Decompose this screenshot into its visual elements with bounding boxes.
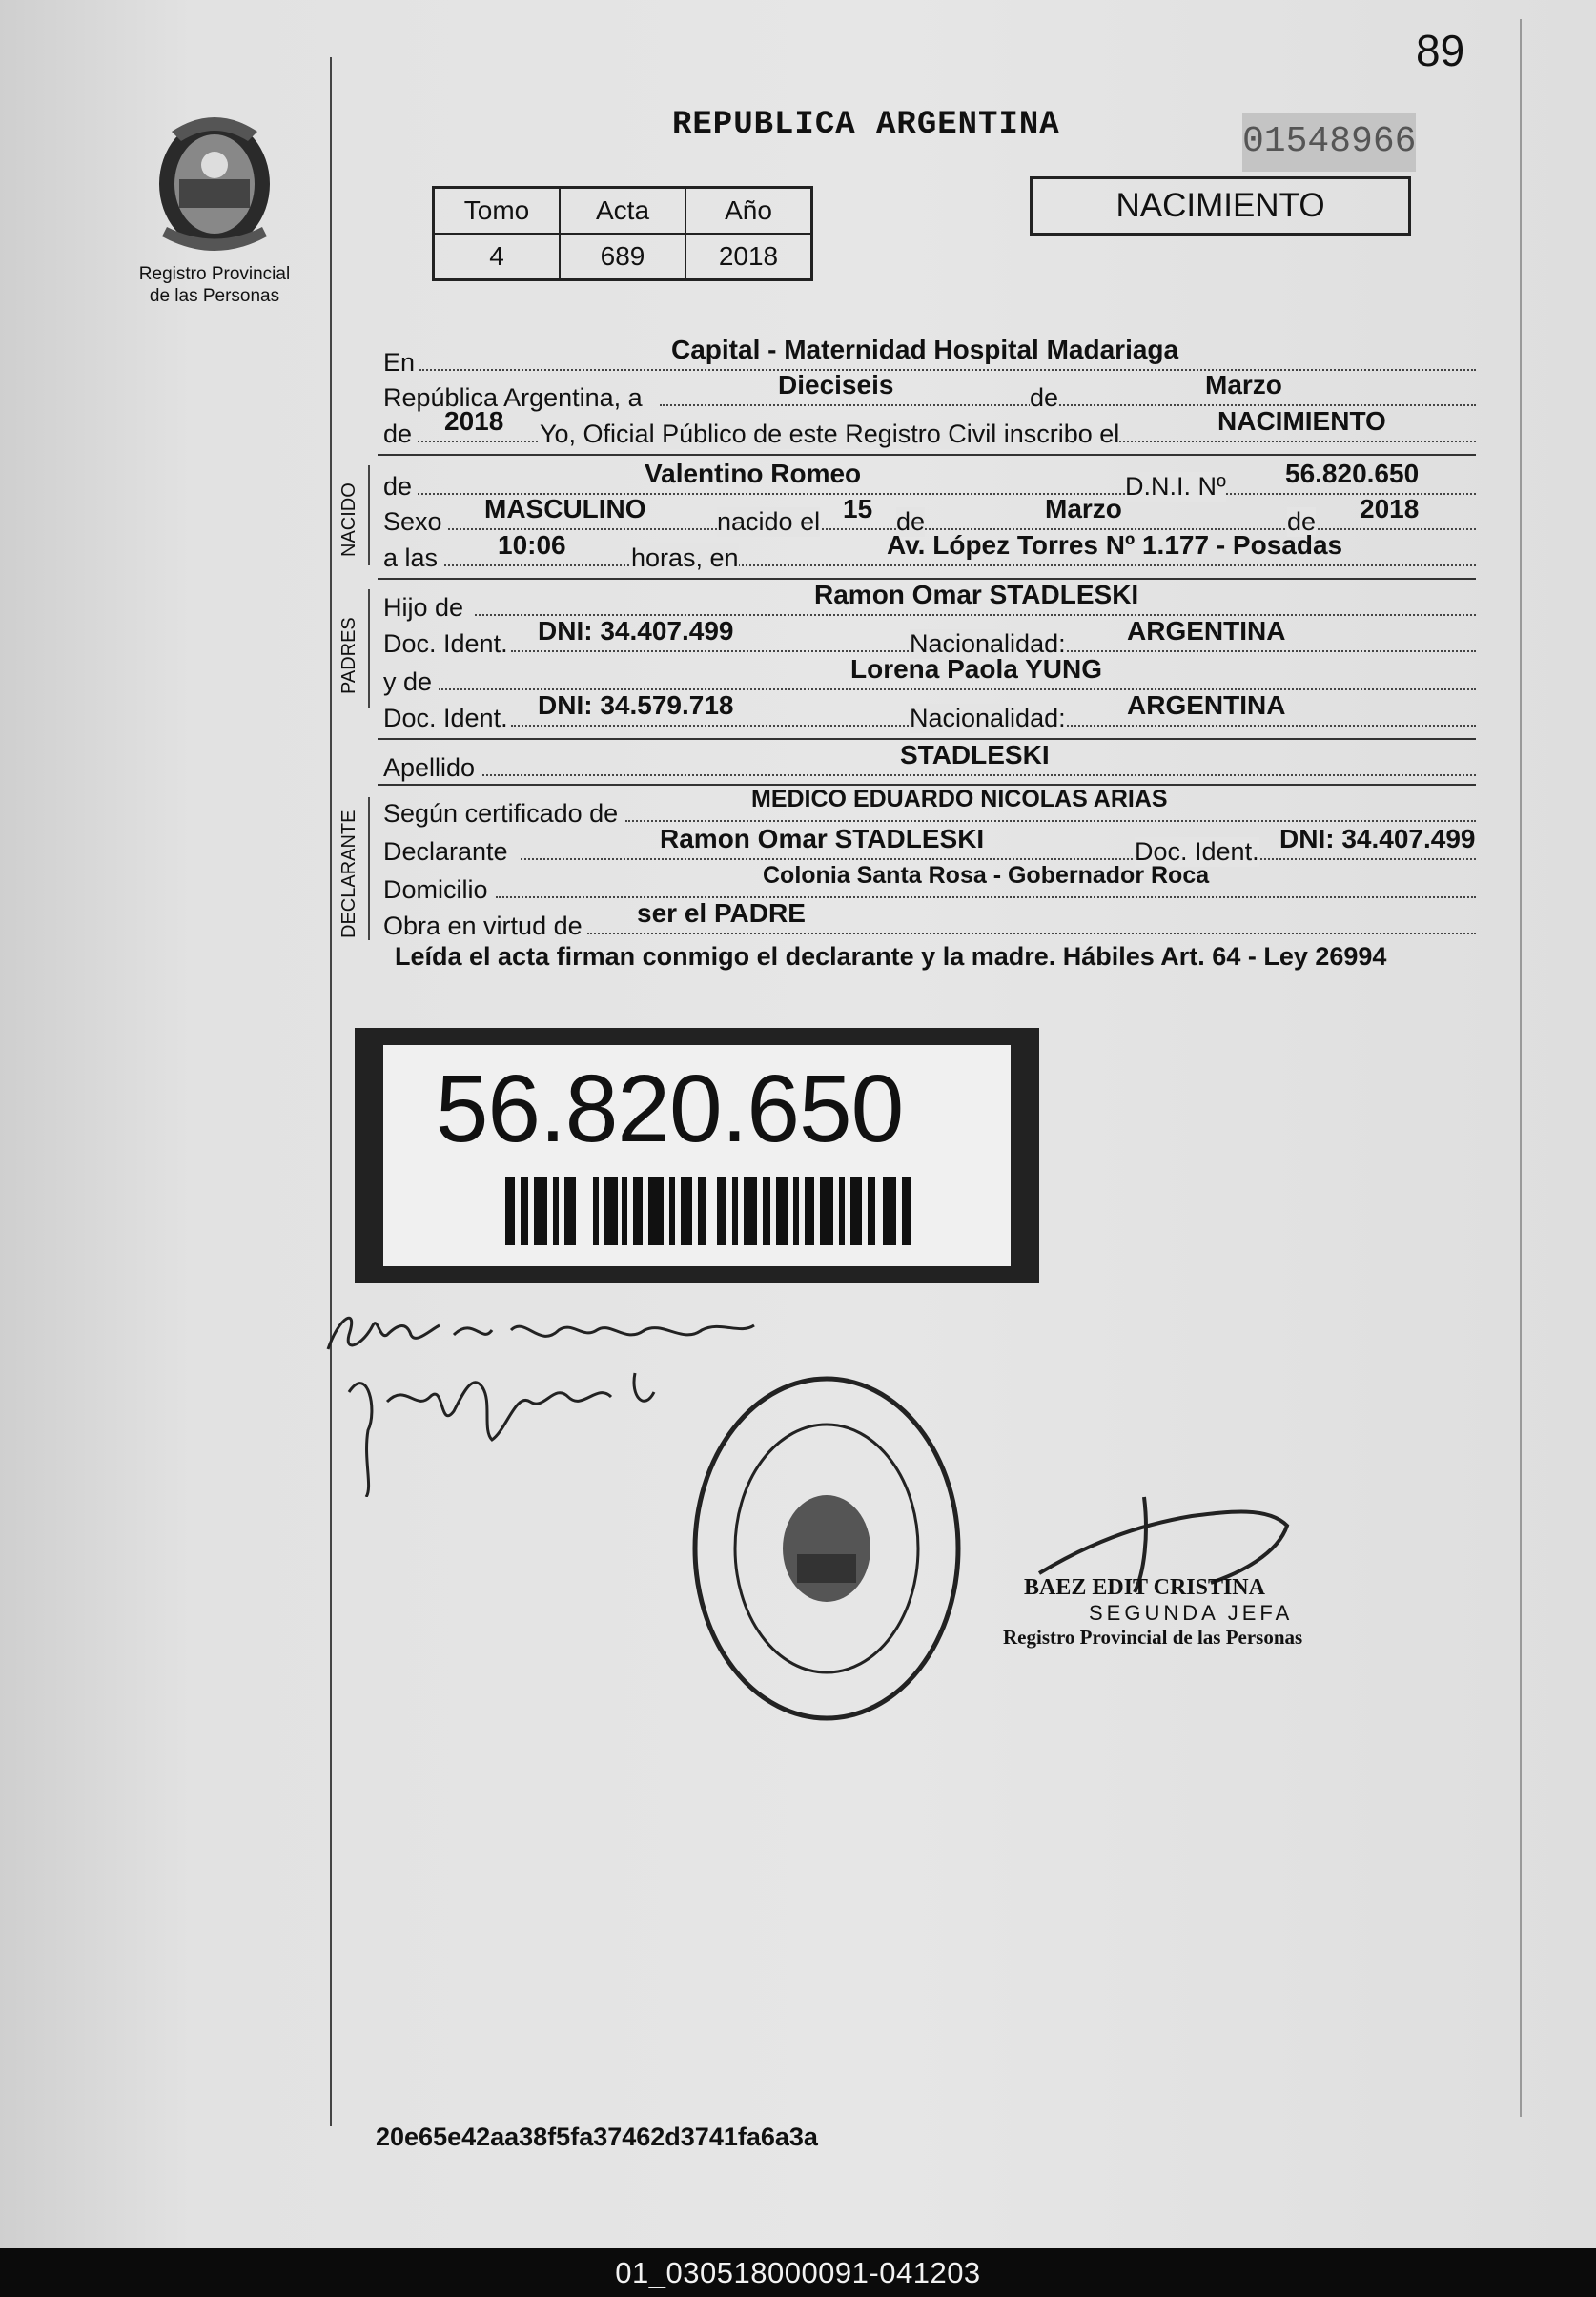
birth-time-value: 10:06 xyxy=(498,530,566,560)
signature-mother-icon xyxy=(339,1354,664,1497)
mother-nationality-value: ARGENTINA xyxy=(1127,690,1286,720)
label-nacionalidad-mother: Nacionalidad: xyxy=(910,704,1066,732)
father-nationality-value: ARGENTINA xyxy=(1127,616,1286,646)
day-value: Dieciseis xyxy=(778,370,894,400)
label-doc-ident-father: Doc. Ident. xyxy=(383,629,508,658)
section-declarante-label: DECLARANTE xyxy=(338,810,359,938)
birth-place-value: Av. López Torres Nº 1.177 - Posadas xyxy=(887,530,1343,560)
label-declarante: Declarante xyxy=(383,837,508,866)
father-name-value: Ramon Omar STADLESKI xyxy=(814,580,1139,609)
dni-sticker-number: 56.820.650 xyxy=(435,1056,904,1162)
label-de-nacido: de xyxy=(383,472,413,501)
label-en: En xyxy=(383,348,416,377)
footer-id: 01_030518000091-041203 xyxy=(0,2248,1596,2297)
serial-number: 01548966 xyxy=(1242,113,1416,172)
header-tomo: Tomo xyxy=(434,188,561,235)
signer-office: Registro Provincial de las Personas xyxy=(1003,1626,1303,1649)
place-value: Capital - Maternidad Hospital Madariaga xyxy=(671,335,1179,364)
sex-value: MASCULINO xyxy=(484,494,646,523)
label-de-birth-year: de xyxy=(1287,507,1317,536)
value-acta: 689 xyxy=(560,234,685,280)
birth-year-value: 2018 xyxy=(1360,494,1420,523)
label-a-las: a las xyxy=(383,543,439,572)
dni-sticker xyxy=(355,1028,1039,1283)
official-stamp-icon xyxy=(688,1373,965,1724)
registry-label xyxy=(114,263,315,307)
divider-intro xyxy=(378,454,1476,456)
child-name-value: Valentino Romeo xyxy=(645,459,862,488)
value-tomo: 4 xyxy=(434,234,561,280)
label-apellido: Apellido xyxy=(383,753,476,782)
label-obra: Obra en virtud de xyxy=(383,912,583,940)
registry-label-line1: Registro Provincial xyxy=(138,264,291,284)
label-certificado: Según certificado de xyxy=(383,799,619,828)
registry-label-line2: de las Personas xyxy=(149,286,280,306)
apellido-value: STADLESKI xyxy=(900,740,1050,769)
label-y-de: y de xyxy=(383,667,433,696)
label-nacionalidad-father: Nacionalidad: xyxy=(910,629,1066,658)
year-value: 2018 xyxy=(444,406,504,436)
value-ano: 2018 xyxy=(685,234,812,280)
section-padres-label: PADRES xyxy=(338,617,359,694)
left-margin-line xyxy=(330,57,332,2126)
label-oficial: Yo, Oficial Público de este Registro Civil inscribo el xyxy=(540,420,1120,448)
label-doc-ident-declarante: Doc. Ident. xyxy=(1135,837,1259,866)
label-domicilio: Domicilio xyxy=(383,875,488,904)
mother-name-value: Lorena Paola YUNG xyxy=(850,654,1103,684)
label-nacido-el: nacido el xyxy=(717,507,821,536)
act-type-box: NACIMIENTO xyxy=(1030,176,1411,236)
label-republica: República Argentina, a xyxy=(383,383,643,412)
barcode-icon xyxy=(505,1177,915,1245)
declarante-value: Ramon Omar STADLESKI xyxy=(660,824,985,853)
label-doc-ident-mother: Doc. Ident. xyxy=(383,704,508,732)
label-de: de xyxy=(1030,383,1059,412)
event-value: NACIMIENTO xyxy=(1217,406,1386,436)
label-de-birth: de xyxy=(896,507,926,536)
label-sexo: Sexo xyxy=(383,507,442,536)
birth-month-value: Marzo xyxy=(1045,494,1122,523)
page-number: 89 xyxy=(1416,26,1465,75)
mother-doc-value: DNI: 34.579.718 xyxy=(538,690,734,720)
section-nacido-label: NACIDO xyxy=(338,482,359,557)
closing-note: Leída el acta firman conmigo el declarante y la madre. Hábiles Art. 64 - Ley 26994 xyxy=(395,942,1387,971)
signer-name: BAEZ EDIT CRISTINA xyxy=(1024,1575,1265,1600)
label-dni: D.N.I. Nº xyxy=(1125,472,1226,501)
label-hijo-de: Hijo de xyxy=(383,593,464,622)
document-title: REPUBLICA ARGENTINA xyxy=(672,107,1060,143)
document-hash: 20e65e42aa38f5fa37462d3741fa6a3a xyxy=(376,2123,818,2151)
signer-role: SEGUNDA JEFA xyxy=(1089,1601,1294,1625)
birth-day-value: 15 xyxy=(843,494,873,523)
label-horas-en: horas, en xyxy=(631,543,739,572)
certificado-value: MEDICO EDUARDO NICOLAS ARIAS xyxy=(751,786,1168,812)
record-table xyxy=(432,186,813,281)
month-value: Marzo xyxy=(1205,370,1282,400)
header-ano: Año xyxy=(685,188,812,235)
child-dni-value: 56.820.650 xyxy=(1285,459,1420,488)
domicilio-value: Colonia Santa Rosa - Gobernador Roca xyxy=(763,862,1210,889)
header-acta: Acta xyxy=(560,188,685,235)
signer-block xyxy=(1003,1575,1303,1650)
right-margin-line xyxy=(1520,19,1522,2117)
declarante-doc-value: DNI: 34.407.499 xyxy=(1279,824,1476,853)
obra-value: ser el PADRE xyxy=(637,898,806,928)
provincial-emblem-icon xyxy=(153,113,276,260)
father-doc-value: DNI: 34.407.499 xyxy=(538,616,734,646)
label-de-year: de xyxy=(383,420,413,448)
